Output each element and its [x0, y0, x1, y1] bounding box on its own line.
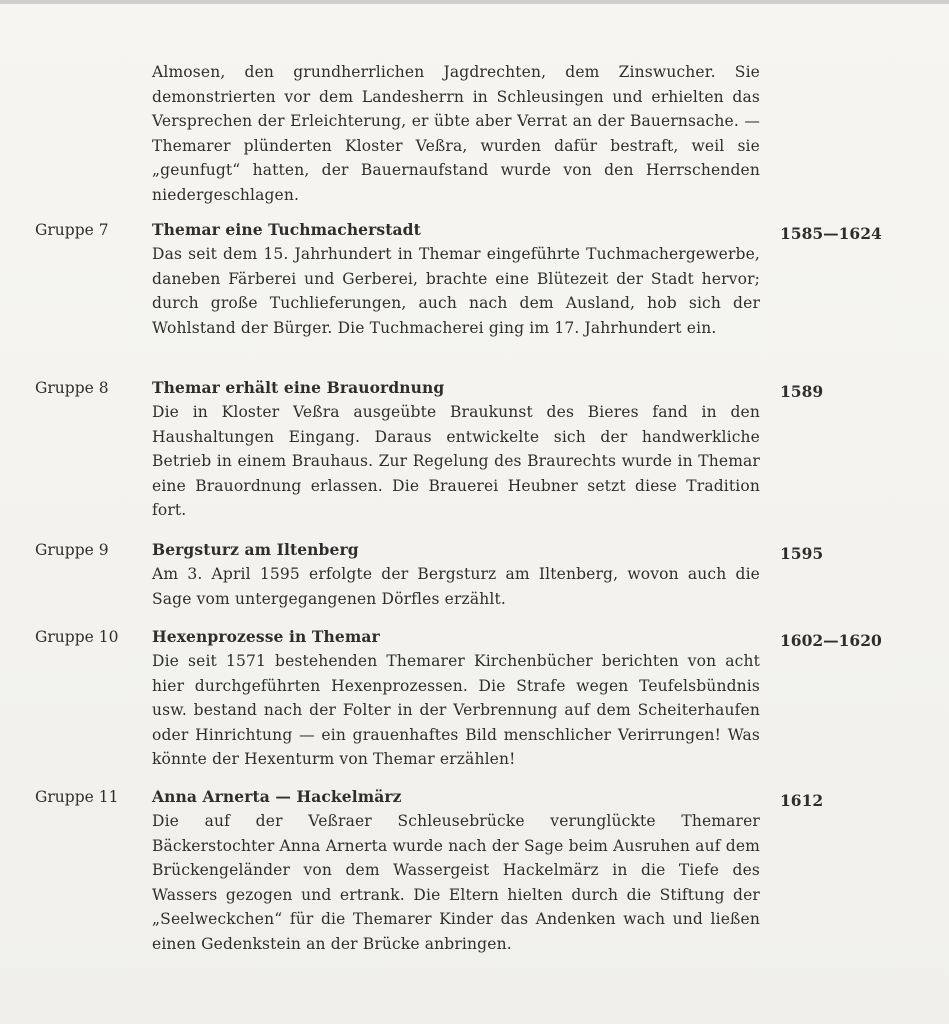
group-label: Gruppe 10	[35, 628, 119, 646]
group-text: Am 3. April 1595 erfolgte der Bergsturz am Iltenberg, wovon auch die Sage vom untergegangenen Dörfles erzählt.	[152, 565, 760, 608]
group-label: Gruppe 7	[35, 221, 109, 239]
page-top-edge	[0, 0, 949, 4]
group-title: Bergsturz am Iltenberg	[152, 540, 359, 559]
group-title: Themar eine Tuchmacherstadt	[152, 220, 421, 239]
group-year: 1612	[780, 791, 824, 810]
group-label: Gruppe 9	[35, 541, 109, 559]
intro-paragraph: Almosen, den grundherrlichen Jagdrechten, dem Zinswucher. Sie demonstrierten vor dem Landesherrn in Schleusingen und erhielten das Versprechen der Erleichterung, er übte aber Verrat an der Bauernsache. — Themarer plünderten Kloster Veßra, wurden dafür bestraft, weil sie „geunfugt“ hatten, der Bauernaufstand wurde von den Herrschenden niedergeschlagen.	[152, 63, 760, 204]
group-year: 1595	[780, 544, 824, 563]
group-year: 1589	[780, 382, 824, 401]
group-title: Anna Arnerta — Hackelmärz	[152, 787, 402, 806]
group-year: 1585—1624	[780, 224, 882, 243]
group-text: Die seit 1571 bestehenden Themarer Kirchenbücher berichten von acht hier durchgeführten Hexenprozessen. Die Strafe wegen Teufelsbündnis usw. bestand nach der Folter in der Verbrennung auf dem Scheiterhaufen oder Hinrichtung — ein grauenhaftes Bild menschlicher Verirrungen! Was könnte der Hexenturm von Themar erzählen!	[152, 652, 760, 769]
group-title: Themar erhält eine Brauordnung	[152, 378, 445, 397]
group-text: Die auf der Veßraer Schleusebrücke verunglückte Themarer Bäckerstochter Anna Arnerta wurde nach der Sage beim Ausruhen auf dem Brückengeländer von dem Wassergeist Hackelmärz in die Tiefe des Wassers gezogen und ertrank. Die Eltern hielten durch die Stiftung der „Seelweckchen“ für die Themarer Kinder das Andenken wach und ließen einen Gedenkstein an der Brücke anbringen.	[152, 812, 760, 953]
group-title: Hexenprozesse in Themar	[152, 627, 380, 646]
group-label: Gruppe 8	[35, 379, 109, 397]
group-label: Gruppe 11	[35, 788, 119, 806]
group-year: 1602—1620	[780, 631, 882, 650]
group-text: Das seit dem 15. Jahrhundert in Themar eingeführte Tuchmachergewerbe, daneben Färberei und Gerberei, brachte eine Blütezeit der Stadt hervor; durch große Tuchlieferungen, auch nach dem Ausland, hob sich der Wohlstand der Bürger. Die Tuchmacherei ging im 17. Jahrhundert ein.	[152, 245, 760, 337]
group-text: Die in Kloster Veßra ausgeübte Braukunst des Bieres fand in den Haushaltungen Eingang. Daraus entwickelte sich der handwerkliche Betrieb in einem Brauhaus. Zur Regelung des Braurechts wurde in Themar eine Brauordnung erlassen. Die Brauerei Heubner setzt diese Tradition fort.	[152, 403, 760, 520]
